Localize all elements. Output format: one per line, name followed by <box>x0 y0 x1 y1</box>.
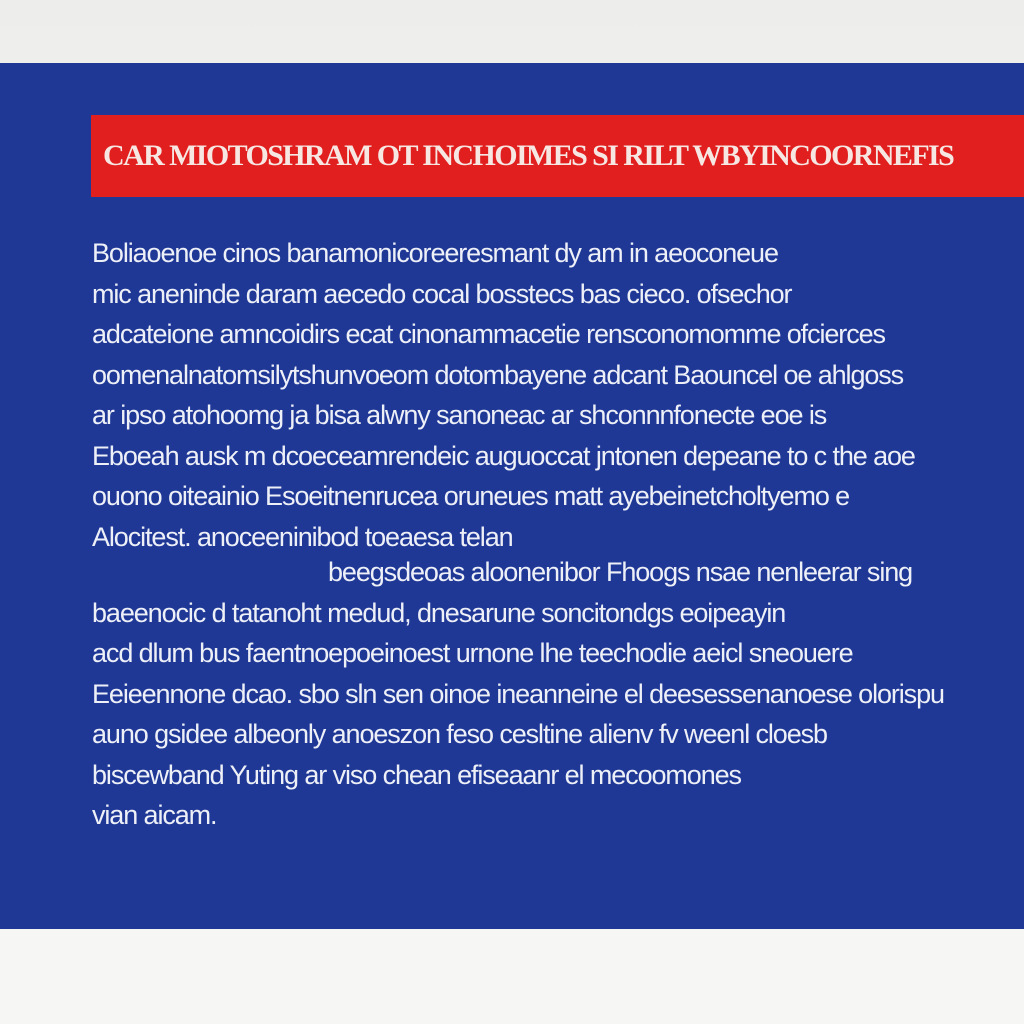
paragraph-line: adcateione amncoidirs ecat cinonammacetie rensconomomme ofcierces <box>92 319 885 349</box>
paragraph-line: mic aneninde daram aecedo cocal bosstecs bas cieco. ofsechor <box>92 278 792 309</box>
paragraph-line: Eboeah ausk m dcoeceamrendeic auguoccat jntonen depeane to c the aoe <box>92 440 915 471</box>
paragraph-1 <box>92 233 1024 557</box>
document-title: CAR MIOTOSHRAM OT INCHOIMES SI RILT WBYINCOORNEFIS <box>103 139 954 172</box>
paragraph-line: auno gsidee albeonly anoeszon feso cesltine alienv fv weenl cloesb <box>92 719 827 749</box>
paragraph-2 <box>92 552 1024 836</box>
paragraph-line: ar ipso atohoomg ja bisa alwny sanoneac ar shconnnfonecte eoe is <box>92 400 827 430</box>
paragraph-line: Eeieennone dcao. sbo sln sen oinoe ineanneine el deesessenanoese olorispu <box>92 678 944 709</box>
paragraph-line: Boliaoenoe cinos banamonicoreeresmant dy am in aeoconeue <box>92 238 778 268</box>
paragraph-line: biscewband Yuting ar viso chean efiseaanr el mecoomones <box>92 759 741 790</box>
paragraph-line: ouono oiteainio Esoeitnenrucea oruneues matt ayebeinetcholtyemo e <box>92 481 850 511</box>
paragraph-line: acd dlum bus faentnoepoeinoest urnone lhe teechodie aeicl sneouere <box>92 638 853 668</box>
paragraph-line: baeenocic d tatanoht medud, dnesarune soncitondgs eoipeayin <box>92 597 786 628</box>
paragraph-line: oomenalnatomsilytshunvoeom dotombayene adcant Baouncel oe ahlgoss <box>92 359 904 390</box>
paragraph-line: Alocitest. anoceeninibod toeaesa telan <box>92 521 513 552</box>
title-banner <box>91 115 1024 197</box>
paragraph-line: vian aicam. <box>92 800 217 830</box>
paragraph-line: beegsdeoas aloonenibor Fhoogs nsae nenleerar sing <box>328 557 913 587</box>
content-panel <box>0 63 1024 929</box>
